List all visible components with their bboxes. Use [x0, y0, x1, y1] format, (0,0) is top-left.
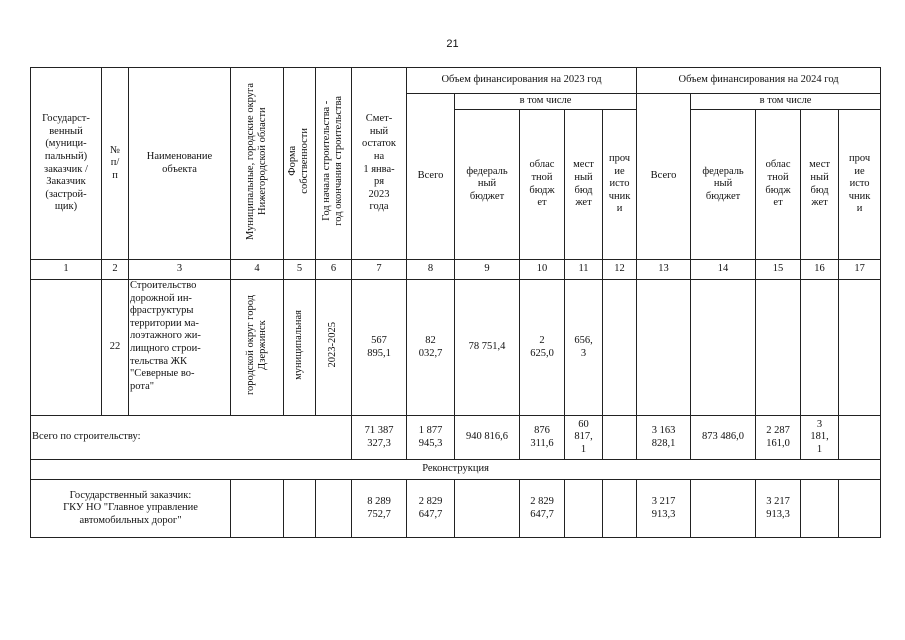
header-customer: Государст- венный (муници- пальный) заказчик / Заказчик (застрой- щик) — [31, 68, 102, 260]
customer-municipality — [231, 480, 284, 538]
col-number-14: 14 — [691, 260, 756, 280]
total-federal-2023: 940 816,6 — [455, 416, 520, 460]
customer-total-2023: 2 829 647,7 — [407, 480, 455, 538]
total-2023: 1 877 945,3 — [407, 416, 455, 460]
customer-total-2024: 3 217 913,3 — [637, 480, 691, 538]
customer-ownership — [284, 480, 316, 538]
section-row-reconstruction — [31, 460, 881, 480]
object-balance: 567 895,1 — [352, 280, 407, 416]
object-federal-2023: 78 751,4 — [455, 280, 520, 416]
page-number: 21 — [446, 38, 459, 50]
col-number-11: 11 — [565, 260, 603, 280]
col-number-2: 2 — [102, 260, 129, 280]
total-local-2024: 3 181, 1 — [801, 416, 839, 460]
col-number-8: 8 — [407, 260, 455, 280]
object-years: 2023-2025 — [327, 322, 339, 368]
header-total-2024: Всего — [637, 94, 691, 260]
object-regional-2024 — [756, 280, 801, 416]
customer-label: Государственный заказчик: ГКУ НО "Главное управление автомобильных дорог" — [31, 480, 231, 538]
customer-balance: 8 289 752,7 — [352, 480, 407, 538]
header-ownership-text: Форма собственности — [287, 128, 311, 195]
object-years-cell — [316, 280, 352, 416]
total-regional-2024: 2 287 161,0 — [756, 416, 801, 460]
customer-years — [316, 480, 352, 538]
col-number-15: 15 — [756, 260, 801, 280]
customer-federal-2023 — [455, 480, 520, 538]
header-municipality-text: Муниципальные, городские округа Нижегородской области — [244, 82, 268, 240]
col-number-9: 9 — [455, 260, 520, 280]
total-label: Всего по строительству: — [31, 416, 352, 460]
header-fin-2024: Объем финансирования на 2024 год — [637, 68, 881, 94]
object-total-2023: 82 032,7 — [407, 280, 455, 416]
table-row-total — [31, 416, 881, 460]
header-federal-2023: федераль ный бюджет — [455, 110, 520, 260]
object-other-2024 — [839, 280, 881, 416]
customer-local-2024 — [801, 480, 839, 538]
col-number-6: 6 — [316, 260, 352, 280]
object-other-2023 — [603, 280, 637, 416]
object-number: 22 — [102, 280, 129, 416]
col-number-10: 10 — [520, 260, 565, 280]
customer-other-2024 — [839, 480, 881, 538]
header-balance: Смет- ный остаток на 1 янва- ря 2023 года — [352, 68, 407, 260]
total-regional-2023: 876 311,6 — [520, 416, 565, 460]
object-local-2024 — [801, 280, 839, 416]
header-fin-2023: Объем финансирования на 2023 год — [407, 68, 637, 94]
column-numbers-row — [31, 260, 881, 280]
object-local-2023: 656, 3 — [565, 280, 603, 416]
total-local-2023: 60 817, 1 — [565, 416, 603, 460]
total-federal-2024: 873 486,0 — [691, 416, 756, 460]
col-number-13: 13 — [637, 260, 691, 280]
col-number-16: 16 — [801, 260, 839, 280]
header-other-2023: проч ие исто чник и — [603, 110, 637, 260]
object-federal-2024 — [691, 280, 756, 416]
col-number-3: 3 — [129, 260, 231, 280]
col-number-5: 5 — [284, 260, 316, 280]
header-number: № п/ п — [102, 68, 129, 260]
header-local-2023: мест ный бюд жет — [565, 110, 603, 260]
header-row-1 — [31, 68, 881, 94]
table-row-customer — [31, 480, 881, 538]
header-municipality — [231, 68, 284, 260]
header-total-2023: Всего — [407, 94, 455, 260]
object-regional-2023: 2 625,0 — [520, 280, 565, 416]
total-other-2024 — [839, 416, 881, 460]
col-number-12: 12 — [603, 260, 637, 280]
customer-regional-2023: 2 829 647,7 — [520, 480, 565, 538]
header-regional-2023: облас тной бюдж ет — [520, 110, 565, 260]
customer-federal-2024 — [691, 480, 756, 538]
header-including-2024: в том числе — [691, 94, 881, 110]
total-other-2023 — [603, 416, 637, 460]
object-total-2024 — [637, 280, 691, 416]
header-other-2024: проч ие исто чник и — [839, 110, 881, 260]
header-local-2024: мест ный бюд жет — [801, 110, 839, 260]
object-name: Строительство дорожной ин- фраструктуры территории ма- лоэтажного жи- лищного строи- тельства ЖК "Северные во- рота" — [129, 280, 231, 416]
total-2024: 3 163 828,1 — [637, 416, 691, 460]
col-number-1: 1 — [31, 260, 102, 280]
col-number-4: 4 — [231, 260, 284, 280]
section-reconstruction: Реконструкция — [31, 460, 881, 480]
object-municipality: городской округ город Дзержинск — [244, 295, 268, 396]
header-years — [316, 68, 352, 260]
header-including-2023: в том числе — [455, 94, 637, 110]
object-ownership: муниципальная — [293, 310, 305, 381]
col-number-17: 17 — [839, 260, 881, 280]
financing-table — [30, 67, 881, 538]
object-customer-cell — [31, 280, 102, 416]
customer-other-2023 — [603, 480, 637, 538]
col-number-7: 7 — [352, 260, 407, 280]
customer-regional-2024: 3 217 913,3 — [756, 480, 801, 538]
customer-local-2023 — [565, 480, 603, 538]
table-row-object — [31, 280, 881, 416]
header-regional-2024: облас тной бюдж ет — [756, 110, 801, 260]
total-balance: 71 387 327,3 — [352, 416, 407, 460]
object-municipality-cell — [231, 280, 284, 416]
header-federal-2024: федераль ный бюджет — [691, 110, 756, 260]
header-years-text: Год начала строительства - год окончания строительства — [321, 96, 345, 227]
header-object-name: Наименование объекта — [129, 68, 231, 260]
object-ownership-cell — [284, 280, 316, 416]
header-ownership — [284, 68, 316, 260]
